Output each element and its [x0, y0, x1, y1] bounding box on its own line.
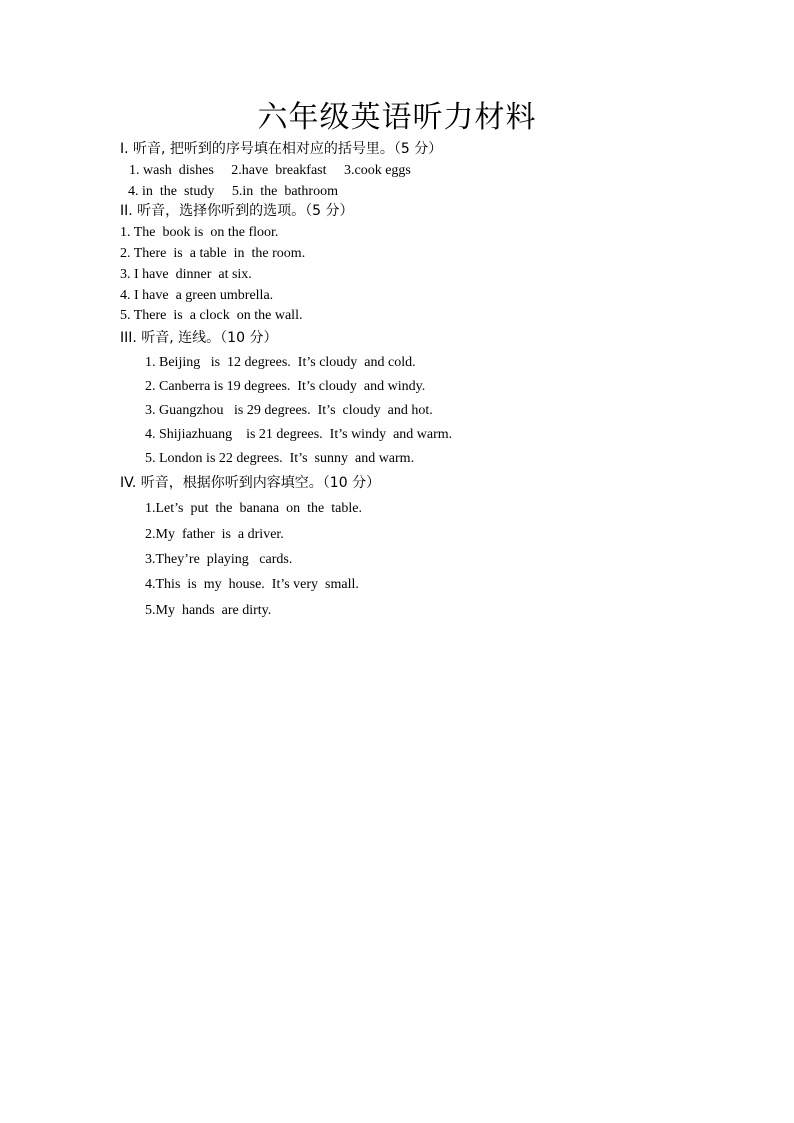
section-4-line-5: 5.My hands are dirty.: [145, 603, 272, 618]
document-title: 六年级英语听力材料: [257, 100, 537, 135]
section-2-line-5: 5. There is a clock on the wall.: [120, 308, 303, 323]
section-3-line-2: 2. Canberra is 19 degrees. It’s cloudy and windy.: [145, 379, 426, 394]
section-4-line-1: 1.Let’s put the banana on the table.: [145, 501, 362, 516]
section-1-heading: I. 听音, 把听到的序号填在相对应的括号里。（5 分）: [120, 141, 443, 157]
section-3-line-5: 5. London is 22 degrees. It’s sunny and warm.: [145, 451, 415, 466]
section-4-line-4: 4.This is my house. It’s very small.: [145, 577, 359, 592]
section-3-line-4: 4. Shijiazhuang is 21 degrees. It’s windy and warm.: [145, 427, 453, 442]
section-2-line-2: 2. There is a table in the room.: [120, 246, 306, 261]
section-2-line-3: 3. I have dinner at six.: [120, 267, 252, 282]
section-4-line-3: 3.They’re playing cards.: [145, 552, 293, 567]
section-3-line-1: 1. Beijing is 12 degrees. It’s cloudy and cold.: [145, 355, 416, 370]
section-4-heading: IV. 听音，根据你听到内容填空。（10 分）: [120, 475, 381, 491]
section-2-line-1: 1. The book is on the floor.: [120, 225, 279, 240]
section-4-line-2: 2.My father is a driver.: [145, 527, 284, 542]
section-3-line-3: 3. Guangzhou is 29 degrees. It’s cloudy and hot.: [145, 403, 433, 418]
section-3-heading: III. 听音, 连线。（10 分）: [120, 330, 278, 346]
section-2-heading: II. 听音，选择你听到的选项。（5 分）: [120, 203, 354, 219]
section-2-line-4: 4. I have a green umbrella.: [120, 288, 274, 303]
section-1-line-2: 4. in the study 5.in the bathroom: [128, 184, 338, 199]
section-1-line-1: 1. wash dishes 2.have breakfast 3.cook eggs: [129, 163, 411, 178]
